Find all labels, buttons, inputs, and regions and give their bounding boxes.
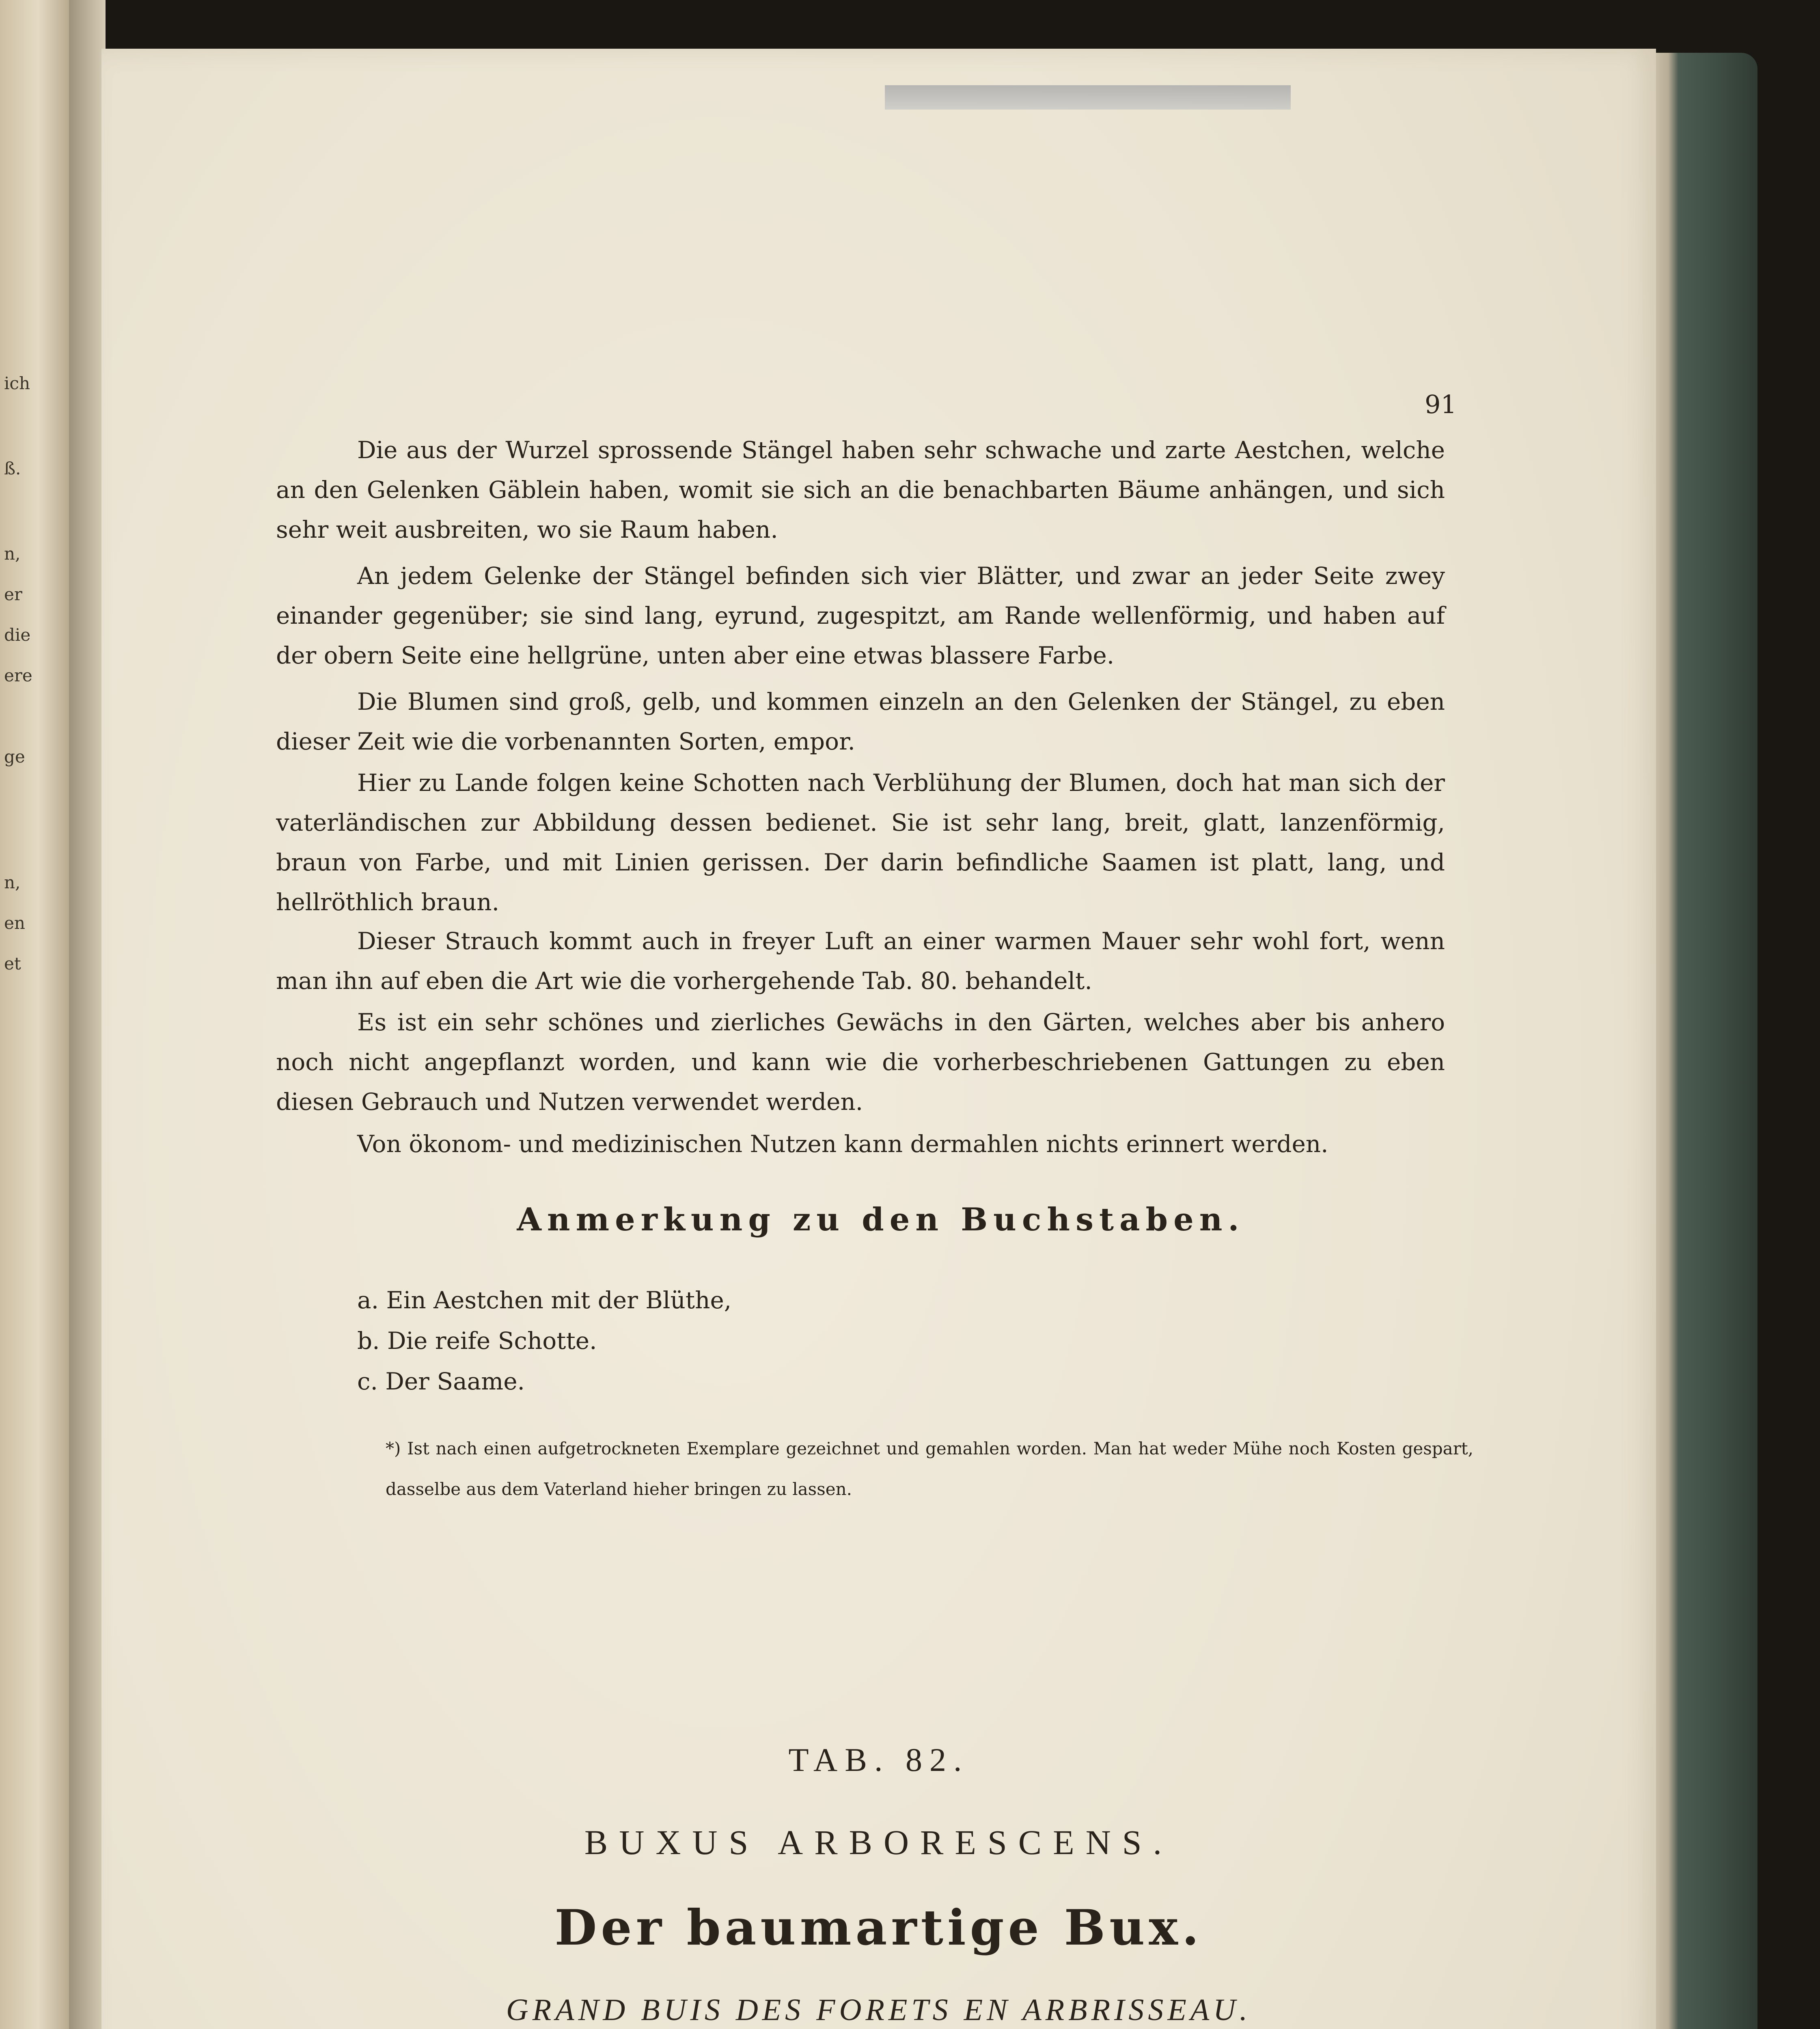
previous-page-edge [0,0,69,2029]
french-name: GRAND BUIS DES FORETS EN ARBRISSEAU. [506,1993,1252,2027]
book-gutter [69,0,106,2029]
paragraph: Es ist ein sehr schönes und zierliches Gewächs in den Gärten, welches aber bis anhero noch nicht angepflanzt worden, und kann wie die vorherbeschriebenen Gattungen zu eben diesen Gebrauch und Nutzen verwendet werden. [276,1008,1445,1116]
margin-fragment: et [4,954,21,974]
paragraph: Von ökonom- und medizinischen Nutzen kann dermahlen nichts erinnert werden. [357,1130,1328,1158]
margin-fragment: ge [4,747,25,767]
annotation-heading: Anmerkung zu den Buchstaben. [517,1201,1245,1238]
annotation-item: c. Der Saame. [357,1368,525,1395]
latin-name: BUXUS ARBORESCENS. [584,1823,1173,1862]
paragraph: Die aus der Wurzel sprossende Stängel haben sehr schwache und zarte Aestchen, welche an den Gelenken Gäblein haben, womit sie sich an die benachbarten Bäume anhängen, und sich sehr weit ausbreiten, wo sie Raum haben. [276,436,1445,543]
margin-fragment: en [4,913,25,933]
margin-fragment: er [4,584,22,604]
margin-fragment: ich [4,373,30,393]
margin-fragment: ere [4,666,32,685]
book-cover-edge [1656,53,1757,2029]
book-page [101,49,1656,2029]
paragraph: Hier zu Lande folgen keine Schotten nach Verblühung der Blumen, doch hat man sich der vaterländischen zur Abbildung dessen bedienet. Sie ist sehr lang, breit, glatt, lanzenförmig, braun von Farbe, und mit Linien gerissen. Der darin befindliche Saamen ist platt, lang, und hellröthlich braun. [276,769,1445,916]
margin-fragment: n, [4,544,21,564]
page-number: 91 [1425,390,1457,419]
margin-fragment: n, [4,872,21,892]
paragraph: An jedem Gelenke der Stängel befinden sich vier Blätter, und zwar an jeder Seite zwey einander gegenüber; sie sind lang, eyrund, zugespitzt, am Rande wellenförmig, und haben auf der obern Seite eine hellgrüne, unten aber eine etwas blassere Farbe. [276,562,1445,669]
annotation-item: a. Ein Aestchen mit der Blüthe, [357,1286,732,1314]
tab-number: TAB. 82. [788,1741,969,1778]
margin-fragment: die [4,625,31,645]
paper-scrap [885,85,1291,110]
paragraph: Die Blumen sind groß, gelb, und kommen einzeln an den Gelenken der Stängel, zu eben dieser Zeit wie die vorbenannten Sorten, empor. [276,688,1445,755]
margin-fragment: ß. [4,459,21,478]
annotation-item: b. Die reife Schotte. [357,1327,597,1355]
german-name: Der baumartige Bux. [554,1899,1203,1956]
paragraph: Dieser Strauch kommt auch in freyer Luft an einer warmen Mauer sehr wohl fort, wenn man ihn auf eben die Art wie die vorhergehende Tab. 80. behandelt. [276,927,1445,995]
footnote: *) Ist nach einen aufgetrockneten Exemplare gezeichnet und gemahlen worden. Man hat weder Mühe noch Kosten gespart, dasselbe aus dem Vaterland hieher bringen zu lassen. [386,1439,1473,1499]
